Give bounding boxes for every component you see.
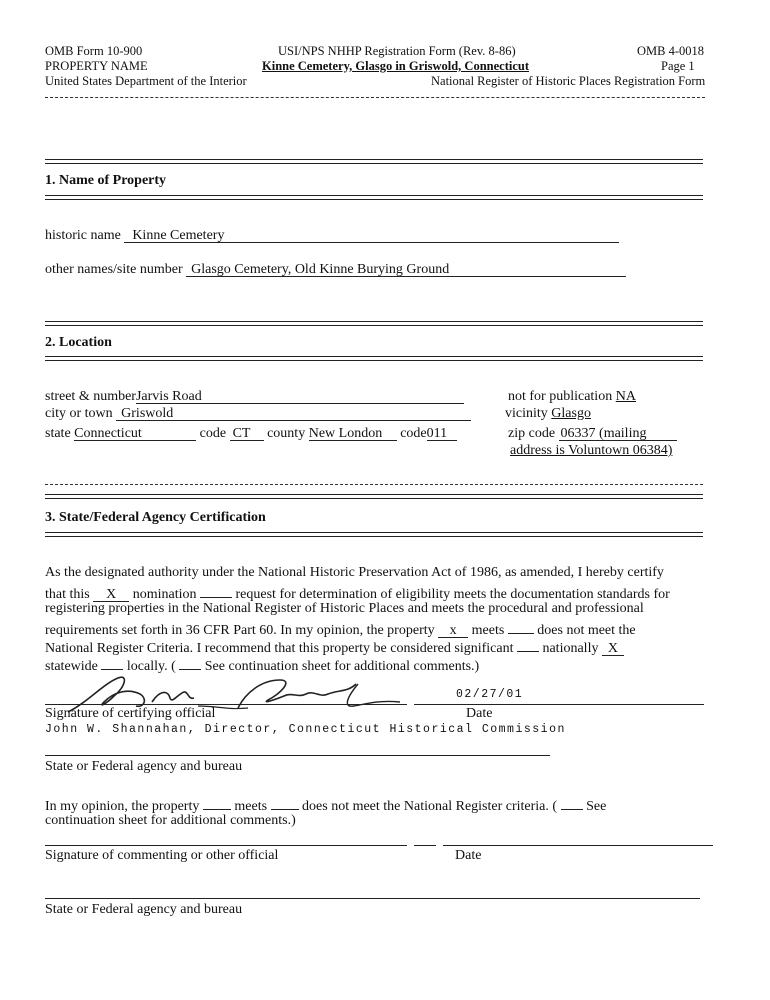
- state-label: state: [45, 426, 71, 441]
- historic-name-value: Kinne Cemetery: [132, 228, 225, 243]
- vicinity-label: vicinity: [505, 406, 548, 421]
- property-name-label: PROPERTY NAME: [45, 59, 148, 73]
- nationally-mark: X: [607, 641, 619, 656]
- zip-field: [559, 426, 677, 441]
- omb-number: OMB 4-0018: [637, 44, 705, 58]
- opinion-text: See: [586, 799, 607, 814]
- page-number: Page 1: [661, 59, 695, 73]
- city-field: [116, 406, 471, 421]
- vicinity-row: [505, 406, 591, 422]
- certification-text: locally. (: [126, 659, 176, 674]
- divider: [45, 494, 703, 499]
- zip-row: [508, 426, 677, 442]
- meets-checkbox: [438, 623, 468, 638]
- state-value: Connecticut: [74, 426, 142, 441]
- historic-name-field: [124, 228, 619, 243]
- county-code-label: code: [400, 426, 427, 441]
- not-for-publication-value: NA: [615, 389, 636, 404]
- state-field: [74, 426, 196, 441]
- other-names-label: other names/site number: [45, 262, 183, 277]
- divider: [45, 321, 703, 326]
- certification-text: request for determination of eligibility meets the documentation standards for: [235, 587, 670, 602]
- opinion-text: In my opinion, the property: [45, 799, 200, 814]
- form-number: OMB Form 10-900: [45, 44, 143, 58]
- section-2-heading: 2. Location: [45, 335, 112, 350]
- certification-line-2: [45, 583, 670, 603]
- county-field: [309, 426, 397, 441]
- state-code-label: code: [199, 426, 227, 441]
- vicinity-value: Glasgo: [551, 406, 591, 421]
- opinion-meets-checkbox: [203, 795, 231, 810]
- other-names-row: [45, 262, 626, 278]
- county-code-value: 011: [426, 426, 448, 441]
- zip-label: zip code: [508, 426, 556, 441]
- other-names-field: [186, 262, 626, 277]
- divider: [45, 356, 703, 361]
- continuation-checkbox: [179, 655, 201, 670]
- city-value: Griswold: [121, 406, 174, 421]
- nationally-checkbox: [602, 641, 624, 656]
- divider: [45, 159, 703, 164]
- request-checkbox: [200, 583, 232, 598]
- city-label: city or town: [45, 406, 113, 421]
- bureau-line: [45, 755, 550, 756]
- other-names-value: Glasgo Cemetery, Old Kinne Burying Ground: [191, 262, 450, 277]
- certifying-date-value: 02/27/01: [456, 688, 524, 701]
- section-3-heading: 3. State/Federal Agency Certification: [45, 510, 266, 525]
- not-for-publication-label: not for publication: [508, 389, 613, 404]
- historic-name-row: [45, 228, 619, 244]
- opinion-line-2: continuation sheet for additional comments.): [45, 813, 296, 828]
- certification-text: nationally: [542, 641, 599, 656]
- date-line: [443, 845, 713, 846]
- street-value: Jarvis Road: [135, 389, 202, 404]
- commenting-date-label: Date: [455, 848, 482, 863]
- bureau-line: [45, 898, 700, 899]
- signature-line: [45, 704, 407, 705]
- state-code-value: CT: [232, 426, 251, 441]
- certification-text: statewide: [45, 659, 98, 674]
- certification-line-3: registering properties in the National Register of Historic Places and meets the procedural and professional: [45, 601, 644, 616]
- certification-line-1: As the designated authority under the National Historic Preservation Act of 1986, as amended, I hereby certify: [45, 565, 664, 580]
- opinion-continuation-checkbox: [561, 795, 583, 810]
- signature-line: [414, 845, 436, 846]
- certification-text: does not meet the: [537, 623, 636, 638]
- street-field: [136, 389, 464, 404]
- certification-line-4: [45, 619, 636, 639]
- county-code-field: [427, 426, 457, 441]
- header-divider: [45, 97, 705, 98]
- divider: [45, 532, 703, 537]
- state-row: [45, 426, 457, 442]
- street-row: [45, 389, 464, 405]
- form-title: USI/NPS NHHP Registration Form (Rev. 8-86): [278, 44, 516, 58]
- nomination-checkbox: [93, 587, 129, 602]
- date-label: Date: [466, 706, 493, 721]
- opinion-does-not-meet-checkbox: [271, 795, 299, 810]
- property-title: Kinne Cemetery, Glasgo in Griswold, Connecticut: [262, 59, 529, 73]
- state-code-field: [230, 426, 264, 441]
- not-for-publication-row: [508, 389, 636, 405]
- street-label: street & number: [45, 389, 136, 404]
- city-row: [45, 406, 471, 422]
- zip-value-continued: address is Voluntown 06384): [510, 443, 673, 458]
- signature-line: [45, 845, 407, 846]
- certification-text: National Register Criteria. I recommend that this property be considered significant: [45, 641, 514, 656]
- divider: [45, 195, 703, 200]
- certification-text: nomination: [132, 587, 197, 602]
- section-1-heading: 1. Name of Property: [45, 173, 167, 188]
- statewide-checkbox: [101, 655, 123, 670]
- certification-text: requirements set forth in 36 CFR Part 60. In my opinion, the property: [45, 623, 435, 638]
- bureau-label: State or Federal agency and bureau: [45, 759, 243, 774]
- does-not-meet-checkbox: [508, 619, 534, 634]
- date-line: [414, 704, 704, 705]
- department: United States Department of the Interior: [45, 74, 247, 88]
- official-name: John W. Shannahan, Director, Connecticut Historical Commission: [45, 723, 566, 736]
- bureau-label-2: State or Federal agency and bureau: [45, 902, 243, 917]
- register-title: National Register of Historic Places Registration Form: [431, 74, 706, 88]
- commenting-signature-label: Signature of commenting or other official: [45, 848, 279, 863]
- significance-checkbox: [517, 637, 539, 652]
- county-label: county: [267, 426, 306, 441]
- opinion-text: does not meet the National Register criteria. (: [302, 799, 558, 814]
- signature-label: Signature of certifying official: [45, 706, 216, 721]
- certification-line-5: [45, 637, 624, 657]
- meets-mark: x: [449, 623, 457, 638]
- nomination-mark: X: [106, 587, 117, 602]
- opinion-line-1: [45, 795, 606, 815]
- certification-text: that this: [45, 587, 90, 602]
- historic-name-label: historic name: [45, 228, 121, 243]
- certification-text: See continuation sheet for additional comments.): [204, 659, 480, 674]
- divider: [45, 484, 703, 485]
- opinion-text: meets: [234, 799, 268, 814]
- county-value: New London: [308, 426, 383, 441]
- zip-value: 06337 (mailing: [560, 426, 647, 441]
- certification-text: meets: [471, 623, 505, 638]
